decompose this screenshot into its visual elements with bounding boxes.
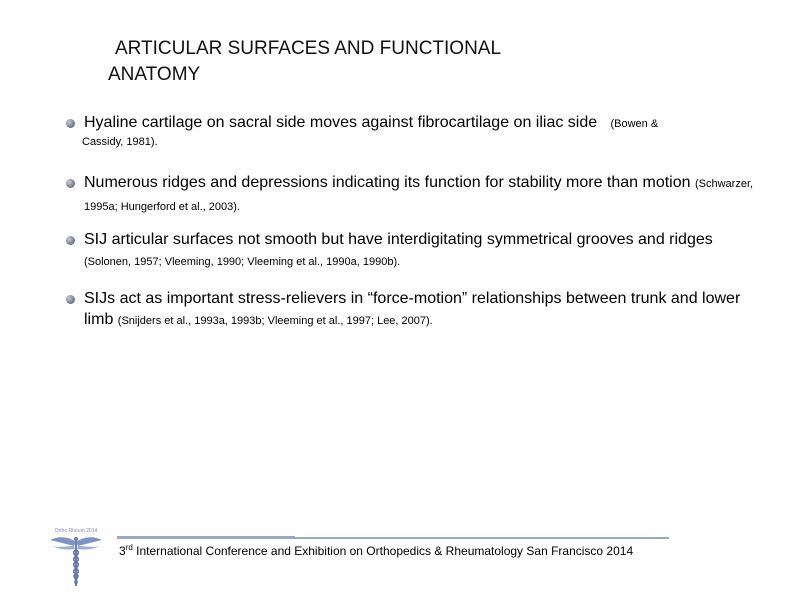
bullet-citation-cont: Cassidy, 1981). [82,136,158,148]
bullet-text [84,112,764,149]
bullet-citation: (Bowen & [610,118,659,130]
bullet-icon [66,295,75,304]
bullet-icon [66,119,75,128]
slide-title-line-2: ANATOMY [108,64,201,85]
slide-title-line-1: ARTICULAR SURFACES AND FUNCTIONAL [115,38,502,59]
bullet-citation: (Solonen, 1957; Vleeming, 1990; Vleeming et al., 1990a, 1990b). [84,256,401,268]
footer-ordinal-suffix: rd [125,543,133,552]
bullet-text [84,172,764,218]
logo-caption: Ortho Rheum 2014 [54,528,98,534]
bullet-body: Numerous ridges and depressions indicating its function for stability more than motion [84,174,691,191]
conference-logo [40,528,112,588]
bullet-citation: (Snijders et al., 1993a, 1993b; Vleeming et al., 1997; Lee, 2007). [117,315,433,327]
caduceus-icon [40,528,112,588]
bullet-icon [66,179,75,188]
footer-conference-text [119,543,633,558]
footer-ordinal-number: 3 [119,544,126,558]
bullet-text [84,288,764,332]
bullet-icon [66,236,75,245]
bullet-citation: (Schwarzer, 1995a; Hungerford et al., 2003). [84,178,754,213]
bullet-text [84,229,764,273]
footer-divider-left [117,536,295,539]
bullet-body: SIJs act as important stress-relievers in “force-motion” relationships between trunk and lower limb [84,290,741,328]
footer-text: International Conference and Exhibition on Orthopedics & Rheumatology San Francisco 2014 [132,544,634,558]
slide-title [108,36,668,88]
bullet-body: Hyaline cartilage on sacral side moves against fibrocartilage on iliac side [84,114,598,131]
bullet-body: SIJ articular surfaces not smooth but have interdigitating symmetrical grooves and ridges [84,231,713,248]
footer-divider-right [295,537,669,539]
